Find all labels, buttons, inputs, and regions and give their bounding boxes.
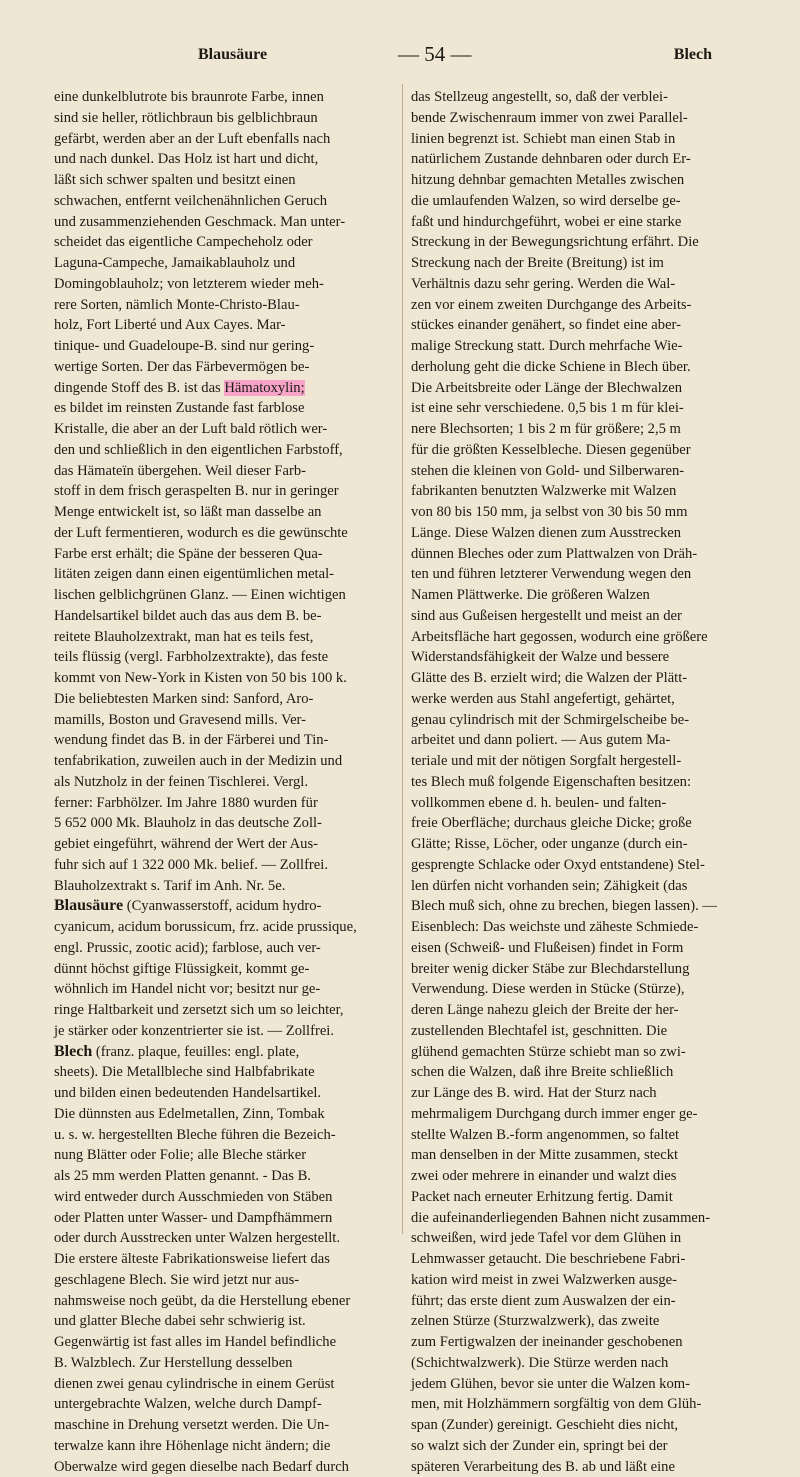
text-line: mehrmaligem Durchgang durch immer enger ge- — [411, 1104, 753, 1125]
entry-headword: Blausäure — [54, 897, 123, 914]
text-line: gesprengte Schlacke oder Oxyd entstandene) Stel- — [411, 855, 753, 876]
text-line: Gegenwärtig ist fast alles im Handel befindliche — [54, 1332, 396, 1353]
text-line: (Schichtwalzwerk). Die Stürze werden nach — [411, 1353, 753, 1374]
text-line: Streckung nach der Breite (Breitung) ist im — [411, 253, 753, 274]
text-line: das Stellzeug angestellt, so, daß der verblei- — [411, 87, 753, 108]
text-line: Länge. Diese Walzen dienen zum Ausstrecken — [411, 523, 753, 544]
text-line: Die dünnsten aus Edelmetallen, Zinn, Tombak — [54, 1104, 396, 1125]
text-line: und zusammenziehenden Geschmack. Man unter- — [54, 212, 396, 233]
text-line: terwalze kann ihre Höhenlage nicht ändern; die — [54, 1436, 396, 1457]
text-line: Kristalle, die aber an der Luft bald rötlich wer- — [54, 419, 396, 440]
text-line: ringe Haltbarkeit und zersetzt sich um so leichter, — [54, 1000, 396, 1021]
text-line: sheets). Die Metallbleche sind Halbfabrikate — [54, 1062, 396, 1083]
text-line: wöhnlich im Handel nicht vor; besitzt nur ge- — [54, 979, 396, 1000]
text-line: Packet nach erneuter Erhitzung fertig. Damit — [411, 1187, 753, 1208]
text-line: schwachen, entfernt veilchenähnlichen Geruch — [54, 191, 396, 212]
text-line: Streckung in der Bewegungsrichtung erfährt. Die — [411, 232, 753, 253]
text-line: und bilden einen bedeutenden Handelsartikel. — [54, 1083, 396, 1104]
text-line: und nach dunkel. Das Holz ist hart und dicht, — [54, 149, 396, 170]
text-line: Eisenblech: Das weichste und zäheste Schmiede- — [411, 917, 753, 938]
text-line: maschine in Drehung versetzt werden. Die Un- — [54, 1415, 396, 1436]
text-line: kation wird meist in zwei Walzwerken ausge- — [411, 1270, 753, 1291]
text-line: deren Länge nahezu gleich der Breite der her- — [411, 1000, 753, 1021]
text-line: der Luft fermentieren, wodurch es die gewünschte — [54, 523, 396, 544]
text-line: Blech (franz. plaque, feuilles: engl. plate, — [54, 1042, 396, 1063]
text-line: u. s. w. hergestellten Bleche führen die Bezeich- — [54, 1125, 396, 1146]
text-line: wird entweder durch Ausschmieden von Stäben — [54, 1187, 396, 1208]
text-line: Handelsartikel bildet auch das aus dem B. be- — [54, 606, 396, 627]
highlighted-term: Hämatoxylin; — [224, 380, 304, 396]
text-line: litäten zeigen dann einen eigentümlichen metal- — [54, 564, 396, 585]
text-line: Glätte des B. erzielt wird; die Walzen der Plätt- — [411, 668, 753, 689]
text-line: holz, Fort Liberté und Aux Cayes. Mar- — [54, 315, 396, 336]
left-column — [54, 87, 396, 1477]
text-line: wendung findet das B. in der Färberei und Tin- — [54, 730, 396, 751]
text-line: man denselben in der Mitte zusammen, steckt — [411, 1145, 753, 1166]
text-line: zur Länge des B. wird. Hat der Sturz nach — [411, 1083, 753, 1104]
text-line: Oberwalze wird gegen dieselbe nach Bedarf durch — [54, 1457, 396, 1477]
text-line: bende Zwischenraum immer von zwei Parallel- — [411, 108, 753, 129]
text-line: gefärbt, werden aber an der Luft ebenfalls nach — [54, 129, 396, 150]
page-header — [60, 44, 750, 66]
text-line: untergebrachte Walzen, welche durch Dampf- — [54, 1394, 396, 1415]
text-line: lischen gelblichgrünen Glanz. — Einen wichtigen — [54, 585, 396, 606]
text-line: zelnen Stürze (Sturzwalzwerk), das zweite — [411, 1311, 753, 1332]
text-line: geschlagene Blech. Sie wird jetzt nur aus- — [54, 1270, 396, 1291]
text-line: zum Fertigwalzen der ineinander geschobenen — [411, 1332, 753, 1353]
text-line: Die beliebtesten Marken sind: Sanford, Aro- — [54, 689, 396, 710]
text-line: schweißen, wird jede Tafel vor dem Glühen in — [411, 1228, 753, 1249]
text-line: cyanicum, acidum borussicum, frz. acide prussique, — [54, 917, 396, 938]
text-line: so walzt sich der Zunder ein, springt bei der — [411, 1436, 753, 1457]
text-line: malige Streckung statt. Durch mehrfache Wie- — [411, 336, 753, 357]
text-line: schen die Walzen, daß ihre Breite schließlich — [411, 1062, 753, 1083]
text-line: Laguna-Campeche, Jamaikablauholz und — [54, 253, 396, 274]
text-line: eine dunkelblutrote bis braunrote Farbe, innen — [54, 87, 396, 108]
text-line: tenfabrikation, zuweilen auch in der Medizin und — [54, 751, 396, 772]
text-line: zen vor einem zweiten Durchgange des Arbeits- — [411, 295, 753, 316]
text-line: span (Zunder) gereinigt. Geschieht dies nicht, — [411, 1415, 753, 1436]
entry-headword: Blech — [54, 1043, 92, 1060]
text-line: den und schließlich in den eigentlichen Farbstoff, — [54, 440, 396, 461]
text-line: je stärker oder konzentrierter sie ist. — Zollfrei. — [54, 1021, 396, 1042]
right-column — [411, 87, 753, 1477]
text-line: führt; das erste dient zum Auswalzen der ein- — [411, 1291, 753, 1312]
text-line: Die erstere älteste Fabrikationsweise liefert das — [54, 1249, 396, 1270]
text-line: das Hämateïn übergehen. Weil dieser Farb- — [54, 461, 396, 482]
text-line: zwei oder mehrere in einander und walzt dies — [411, 1166, 753, 1187]
text-line: 5 652 000 Mk. Blauholz in das deutsche Zoll- — [54, 813, 396, 834]
text-line: ten und führen letzterer Verwendung wegen den — [411, 564, 753, 585]
text-line: Verhältnis dazu sehr gering. Werden die Wal- — [411, 274, 753, 295]
text-line: tes Blech muß folgende Eigenschaften besitzen: — [411, 772, 753, 793]
text-line: Blauholzextrakt s. Tarif im Anh. Nr. 5e. — [54, 876, 396, 897]
text-line: für die größten Kesselbleche. Diesen gegenüber — [411, 440, 753, 461]
text-line: gebiet eingeführt, während der Wert der Aus- — [54, 834, 396, 855]
text-line: nere Blechsorten; 1 bis 2 m für größere; 2,5 m — [411, 419, 753, 440]
text-line: werke werden aus Stahl angefertigt, gehärtet, — [411, 689, 753, 710]
text-line: Die Arbeitsbreite oder Länge der Blechwalzen — [411, 378, 753, 399]
text-line: stoff in dem frisch geraspelten B. nur in geringer — [54, 481, 396, 502]
text-line: dienen zwei genau cylindrische in einem Gerüst — [54, 1374, 396, 1395]
text-line: dünnt höchst giftige Flüssigkeit, kommt ge- — [54, 959, 396, 980]
text-line: stellte Walzen B.-form angenommen, so faltet — [411, 1125, 753, 1146]
text-line: als 25 mm werden Platten genannt. - Das B. — [54, 1166, 396, 1187]
text-line: als Nutzholz in der feinen Tischlerei. Vergl. — [54, 772, 396, 793]
text-line: jedem Glühen, bevor sie unter die Walzen kom- — [411, 1374, 753, 1395]
text-line: Blech muß sich, ohne zu brechen, biegen lassen). — — [411, 896, 753, 917]
text-line: B. Walzblech. Zur Herstellung desselben — [54, 1353, 396, 1374]
column-divider — [402, 84, 403, 1234]
text-line: vollkommen ebene d. h. beulen- und falten- — [411, 793, 753, 814]
text-line: linien begrenzt ist. Schiebt man einen Stab in — [411, 129, 753, 150]
text-line: Namen Plättwerke. Die größeren Walzen — [411, 585, 753, 606]
text-line: Glätte; Risse, Löcher, oder unganze (durch ein- — [411, 834, 753, 855]
text-line: Arbeitsfläche hart gegossen, wodurch eine größere — [411, 627, 753, 648]
text-line: kommt von New-York in Kisten von 50 bis 100 k. — [54, 668, 396, 689]
text-line: stückes einander genähert, so findet eine aber- — [411, 315, 753, 336]
header-right-keyword: Blech — [674, 46, 712, 64]
text-line: wertige Sorten. Der das Färbevermögen be- — [54, 357, 396, 378]
text-line: sind sie heller, rötlichbraun bis gelblichbraun — [54, 108, 396, 129]
text-line: genau cylindrisch mit der Schmirgelscheibe be- — [411, 710, 753, 731]
text-line: tinique- und Guadeloupe-B. sind nur gering- — [54, 336, 396, 357]
text-line: mamills, Boston und Gravesend mills. Ver- — [54, 710, 396, 731]
text-line: oder Platten unter Wasser- und Dampfhämmern — [54, 1208, 396, 1229]
text-line: die umlaufenden Walzen, so wird derselbe ge- — [411, 191, 753, 212]
text-line: men, mit Holzhämmern sorgfältig von dem Glüh- — [411, 1394, 753, 1415]
text-line: teriale und mit der nötigen Sorgfalt hergestell- — [411, 751, 753, 772]
text-line: ist eine sehr verschiedene. 0,5 bis 1 m für klei- — [411, 398, 753, 419]
text-line: läßt sich schwer spalten und besitzt einen — [54, 170, 396, 191]
text-line: von 80 bis 150 mm, ja selbst von 30 bis 50 mm — [411, 502, 753, 523]
text-line: Verwendung. Diese werden in Stücke (Stürze), — [411, 979, 753, 1000]
text-line: breiter wenig dicker Stäbe zur Blechdarstellung — [411, 959, 753, 980]
page-number: — 54 — — [398, 42, 472, 67]
text-line: freie Oberfläche; durchaus gleiche Dicke; große — [411, 813, 753, 834]
text-line: späteren Verarbeitung des B. ab und läßt eine — [411, 1457, 753, 1477]
text-line: rere Sorten, nämlich Monte-Christo-Blau- — [54, 295, 396, 316]
header-left-keyword: Blausäure — [198, 46, 267, 64]
text-line: Farbe erst erhält; die Späne der besseren Qua- — [54, 544, 396, 565]
text-line: nung Blätter oder Folie; alle Bleche stärker — [54, 1145, 396, 1166]
text-line: natürlichem Zustande dehnbaren oder durch Er- — [411, 149, 753, 170]
text-line: die aufeinanderliegenden Bahnen nicht zusammen- — [411, 1208, 753, 1229]
text-line: scheidet das eigentliche Campecheholz oder — [54, 232, 396, 253]
text-line: nahmsweise noch geübt, da die Herstellung ebener — [54, 1291, 396, 1312]
text-line: arbeitet und dann poliert. — Aus gutem Ma- — [411, 730, 753, 751]
text-line: len dürfen nicht vorhanden sein; Zähigkeit (das — [411, 876, 753, 897]
text-line: fabrikanten benutzten Walzwerke mit Walzen — [411, 481, 753, 502]
text-line: dingende Stoff des B. ist das Hämatoxylin; — [54, 378, 396, 399]
text-line: Widerstandsfähigkeit der Walze und bessere — [411, 647, 753, 668]
text-line: faßt und hindurchgeführt, wobei er eine starke — [411, 212, 753, 233]
text-line: hitzung dehnbar gemachten Metalles zwischen — [411, 170, 753, 191]
text-line: sind aus Gußeisen hergestellt und meist an der — [411, 606, 753, 627]
text-line: reitete Blauholzextrakt, man hat es teils fest, — [54, 627, 396, 648]
text-line: es bildet im reinsten Zustande fast farblose — [54, 398, 396, 419]
text-line: Lehmwasser getaucht. Die beschriebene Fabri- — [411, 1249, 753, 1270]
text-line: und glatter Bleche dabei sehr schwierig ist. — [54, 1311, 396, 1332]
text-line: oder durch Ausstrecken unter Walzen hergestellt. — [54, 1228, 396, 1249]
text-line: eisen (Schweiß- und Flußeisen) findet in Form — [411, 938, 753, 959]
text-line: teils flüssig (vergl. Farbholzextrakte), das feste — [54, 647, 396, 668]
text-line: ferner: Farbhölzer. Im Jahre 1880 wurden für — [54, 793, 396, 814]
text-line: zustellenden Blechtafel ist, geschnitten. Die — [411, 1021, 753, 1042]
text-line: dünnen Bleches oder zum Plattwalzen von Dräh- — [411, 544, 753, 565]
text-line: glühend gemachten Stürze schiebt man so zwi- — [411, 1042, 753, 1063]
text-line: Menge entwickelt ist, so läßt man dasselbe an — [54, 502, 396, 523]
text-line: fuhr sich auf 1 322 000 Mk. belief. — Zollfrei. — [54, 855, 396, 876]
text-line: stehen die kleinen von Gold- und Silberwaren- — [411, 461, 753, 482]
text-line: derholung geht die dicke Schiene in Blech über. — [411, 357, 753, 378]
text-line: Domingoblauholz; von letzterem wieder meh- — [54, 274, 396, 295]
text-line: engl. Prussic, zootic acid); farblose, auch ver- — [54, 938, 396, 959]
text-line: Blausäure (Cyanwasserstoff, acidum hydro- — [54, 896, 396, 917]
